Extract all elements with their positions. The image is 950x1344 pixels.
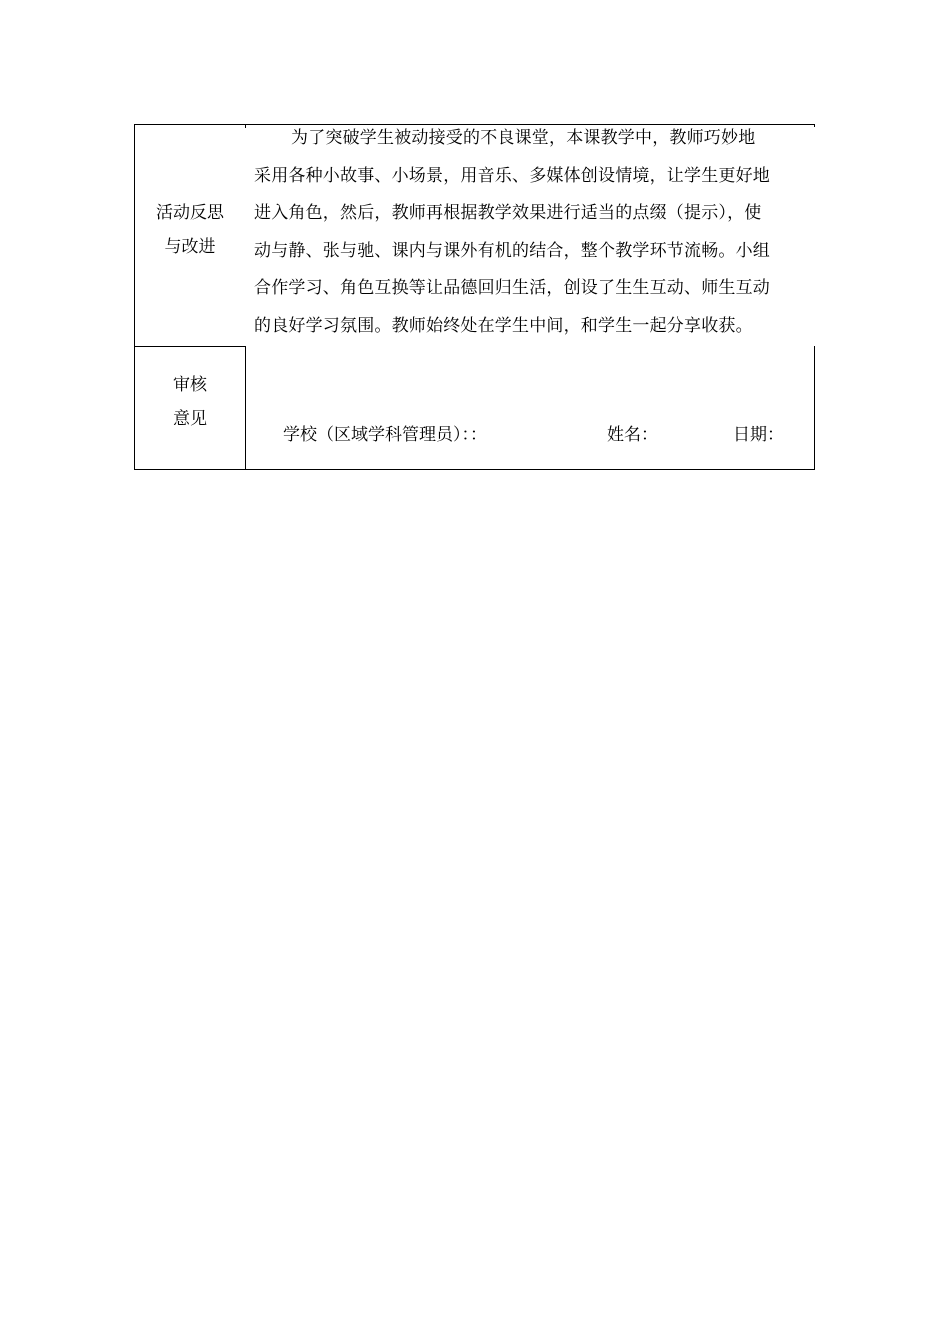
review-label <box>135 368 245 436</box>
reflection-label-line1: 活动反思 <box>156 203 224 223</box>
name-signature-label: 姓名： <box>607 425 658 445</box>
reflection-line: 采用各种小故事、小场景，用音乐、多媒体创设情境，让学生更好地 <box>254 165 770 186</box>
table-divider-vertical-top <box>245 124 246 128</box>
table-border-right-bottom <box>814 346 815 470</box>
reflection-line: 的良好学习氛围。教师始终处在学生中间，和学生一起分享收获。 <box>254 315 753 336</box>
school-signature-label: 学校（区域学科管理员）：： <box>283 425 487 445</box>
table-divider-horizontal <box>134 346 246 347</box>
table-border-bottom <box>134 469 815 470</box>
reflection-line: 进入角色，然后，教师再根据教学效果进行适当的点缀（提示），使 <box>254 203 762 223</box>
date-signature-label: 日期： <box>733 425 784 445</box>
review-label-line1: 审核 <box>173 375 207 395</box>
reflection-line: 合作学习、角色互换等让品德回归生活，创设了生生互动、师生互动 <box>254 278 770 298</box>
reflection-label <box>135 196 245 264</box>
reflection-line: 为了突破学生被动接受的不良课堂，本课教学中，教师巧妙地 <box>291 128 756 148</box>
reflection-text <box>254 120 810 345</box>
reflection-label-line2: 与改进 <box>164 237 216 257</box>
table-divider-vertical-bottom <box>245 346 246 470</box>
table-border-right-top <box>814 124 815 127</box>
reflection-line: 动与静、张与驰、课内与课外有机的结合，整个教学环节流畅。小组 <box>254 240 770 261</box>
review-label-line2: 意见 <box>173 409 207 429</box>
